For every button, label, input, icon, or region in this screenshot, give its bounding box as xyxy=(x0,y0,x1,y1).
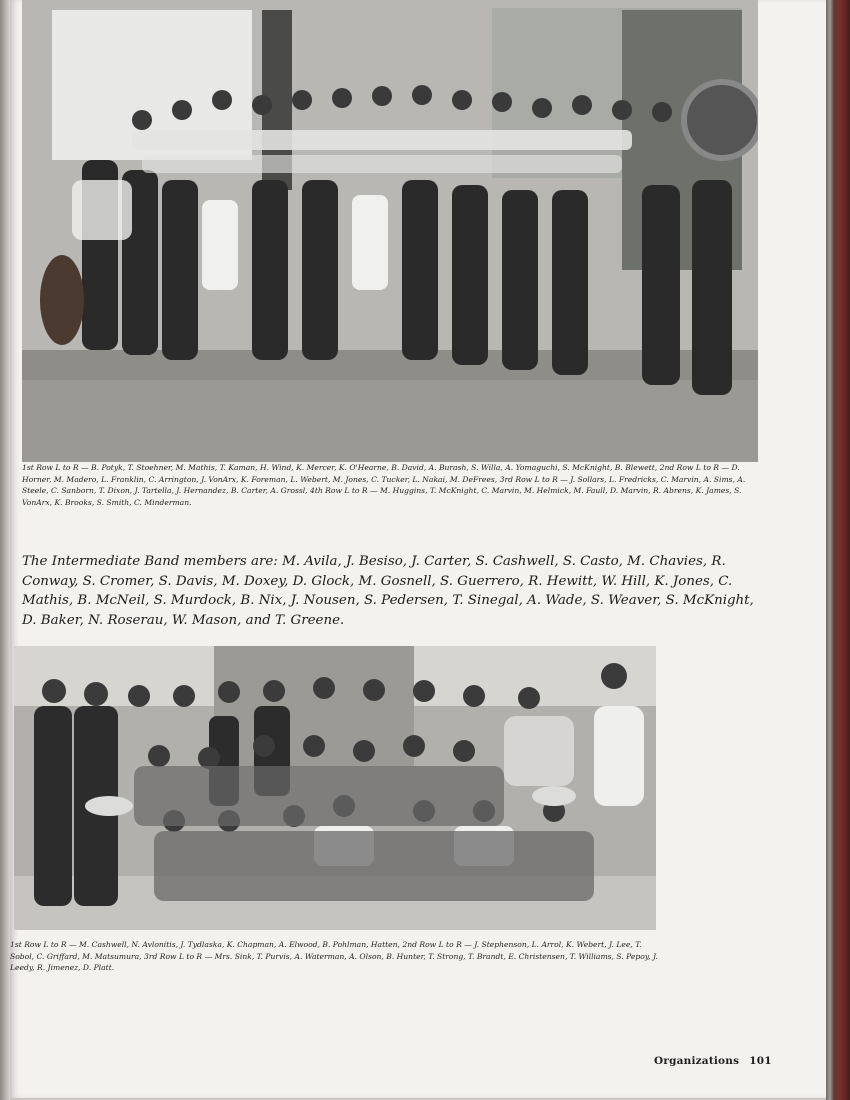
section-label: Organizations xyxy=(654,1055,740,1067)
intermediate-band-members-text: The Intermediate Band members are: M. Avila, J. Besiso, J. Carter, S. Cashwell, S. Casto, M. Chavies, R. Conway, S. Cromer, S. Davis, M. Doxey, D. Glock, M. Gosnell, S. Guerrero, R. Hewitt, W. Hill, K. Jones, C. Mathis, B. McNeil, S. Murdock, B. Nix, J. Nousen, S. Pedersen, T. Sinegal, A. Wade, S. Weaver, S. McKnight, D. Baker, N. Roserau, W. Mason, and T. Greene. xyxy=(22,554,754,628)
band-photo-image xyxy=(22,0,758,462)
intermediate-photo-caption: 1st Row L to R — M. Cashwell, N. Avlonitis, J. Tydlaska, K. Chapman, A. Elwood, B. Pohlman, Hatten, 2nd Row L to R — J. Stephenson, L. Arrol, K. Webert, J. Lee, T. Sobol, C. Griffard, M. Matsumura, 3rd Row L to R — Mrs. Sink, T. Purvis, A. Waterman, A. Olson, B. Hunter, T. Strong, T. Brandt, E. Christensen, T. Williams, S. Pepoy, J. Leedy, R. Jimenez, D. Platt. xyxy=(10,940,658,973)
intermediate-photo-image xyxy=(14,646,656,930)
band-photo-caption: 1st Row L to R — B. Potyk, T. Stoehner, M. Mathis, T. Kaman, H. Wind, K. Mercer, K. O'Hearne, B. David, A. Burash, S. Willa, A. Yomaguchi, S. McKnight, B. Blewett, 2nd Row L to R — D. Horner, M. Madero, L. Franklin, C. Arrington, J. VonArx, K. Foreman, L. Webert, M. Jones, C. Tucker, L. Nakai, M. DeFrees, 3rd Row L to R — J. Sollars, L. Fredricks, C. Marvin, A. Sims, A. Steele, C. Sanborn, T. Dixon, J. Tartella, J. Hernandez, B. Carter, A. Grossl, 4th Row L to R — M. Huggins, T. McKnight, C. Marvin, M. Helmick, M. Faull, D. Marvin, R. Abrens, K. James, S. VonArx, K. Brooks, S. Smith, C. Minderman. xyxy=(22,463,746,507)
intermediate-band-photo xyxy=(14,646,656,930)
band-group-photo xyxy=(22,0,758,462)
page-number: 101 xyxy=(749,1055,772,1067)
page-footer xyxy=(654,1055,772,1067)
book-cover-edge xyxy=(826,0,850,1100)
book-binding-shadow xyxy=(0,0,10,1100)
